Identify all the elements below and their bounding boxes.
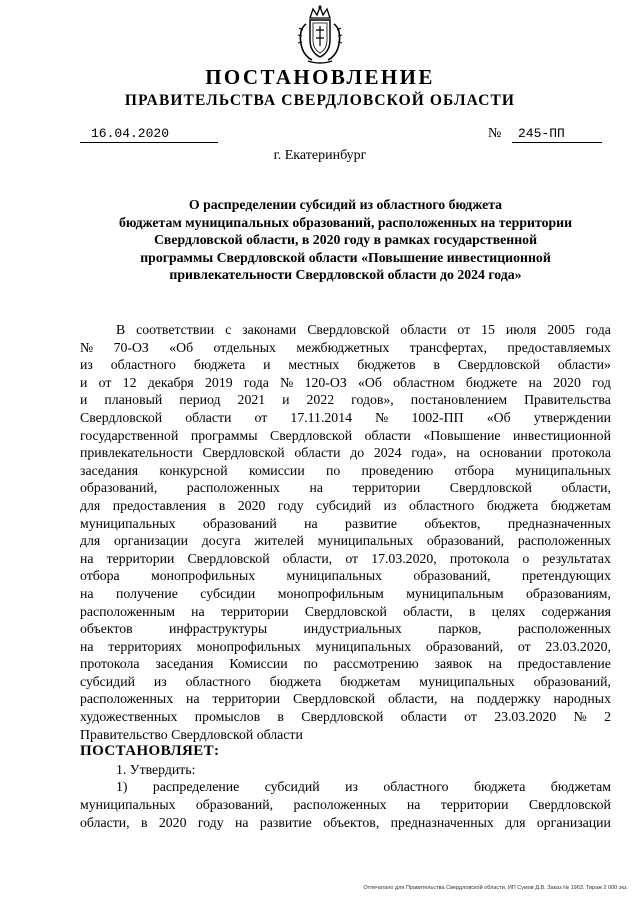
title-line: бюджетам муниципальных образований, расположенных на территории <box>118 214 573 230</box>
body-line: Правительство Свердловской области <box>80 726 303 742</box>
body-line: расположенных на территории Свердловской области, на поддержку народных <box>80 691 611 707</box>
body-line: расположенным на территории Свердловской области, в целях содержания <box>80 603 611 619</box>
title-line: программы Свердловской области «Повышение инвестиционной <box>140 249 551 265</box>
decree-word: ПОСТАНОВЛЯЕТ: <box>80 743 220 760</box>
document-title <box>80 196 611 284</box>
body-line: субсидий из областного бюджета бюджетам муниципальных образований, <box>80 673 611 689</box>
body-line: из областного бюджета и местных бюджетов в Свердловской области» <box>80 357 611 373</box>
subitem-line: муниципальных образований, расположенных на территории Свердловской <box>80 797 611 813</box>
body-line: заседания конкурсной комиссии по проведению отбора муниципальных <box>80 462 611 478</box>
body-line: объектов инфраструктуры индустриальных парков, расположенных <box>80 621 611 637</box>
body-line: художественных промыслов в Свердловской области от 23.03.2020 № 2 <box>80 709 611 725</box>
body-line: отбора монопрофильных муниципальных образований, претендующих <box>80 568 611 584</box>
title-line: Свердловской области, в 2020 году в рамках государственной <box>153 232 538 247</box>
print-footer: Отпечатано для Правительства Свердловской области. ИП Сумов Д.В. Заказ № 1963. Тираж 2 000 экз. <box>363 885 628 891</box>
body-line: на территории Свердловской области, от 17.03.2020, протокола о результатах <box>80 550 611 566</box>
body-line: № 70-ОЗ «Об отдельных межбюджетных трансфертах, предоставляемых <box>80 339 611 355</box>
body-line: Свердловской области от 17.11.2014 № 1002-ПП «Об утверждении <box>80 409 611 425</box>
title-line: О распределении субсидий из областного бюджета <box>188 197 503 212</box>
body-line: для предоставления в 2020 году субсидий из областного бюджета бюджетам <box>80 497 611 513</box>
number-sign: № <box>488 126 502 141</box>
document-body <box>80 321 611 831</box>
issuer-heading: ПРАВИТЕЛЬСТВА СВЕРДЛОВСКОЙ ОБЛАСТИ <box>124 92 516 109</box>
coat-of-arms-icon <box>296 4 344 66</box>
body-line: на территориях монопрофильных муниципальных образований, от 23.03.2020, <box>80 638 611 654</box>
body-line: для организации досуга жителей муниципальных образований, расположенных <box>80 533 611 549</box>
body-line: муниципальных образований на развитие объектов, предназначенных <box>80 515 611 531</box>
subitem-line: области, в 2020 году на развитие объектов, предназначенных для организации <box>80 814 611 830</box>
document-number-block <box>488 126 610 143</box>
title-line: привлекательности Свердловской области до 2024 года» <box>169 267 522 282</box>
city-line: г. Екатеринбург <box>273 148 367 163</box>
body-line: и от 12 декабря 2019 года № 120-ОЗ «Об областном бюджете на 2020 год <box>80 374 611 390</box>
body-line: протокола заседания Комиссии по рассмотрению заявок на предоставление <box>80 656 611 672</box>
document-type-heading: ПОСТАНОВЛЕНИЕ <box>205 65 435 89</box>
body-line: государственной программы Свердловской области «Повышение инвестиционной <box>80 427 611 443</box>
body-line: образований, расположенных на территории Свердловской области, <box>80 480 611 496</box>
body-line: В соответствии с законами Свердловской области от 15 июля 2005 года <box>116 322 611 337</box>
subitem-line: 1) распределение субсидий из областного бюджета бюджетам <box>116 779 611 795</box>
list-item: 1. Утвердить: <box>116 761 196 777</box>
body-line: привлекательности Свердловской области до 2024 года», на основании протокола <box>80 445 611 461</box>
body-line: на получение субсидии монопрофильным муниципальным образованиям, <box>80 585 611 601</box>
document-number: 245-ПП <box>512 126 602 143</box>
document-date: 16.04.2020 <box>80 126 218 143</box>
body-line: и плановый период 2021 и 2022 годов», постановлением Правительства <box>80 392 611 408</box>
